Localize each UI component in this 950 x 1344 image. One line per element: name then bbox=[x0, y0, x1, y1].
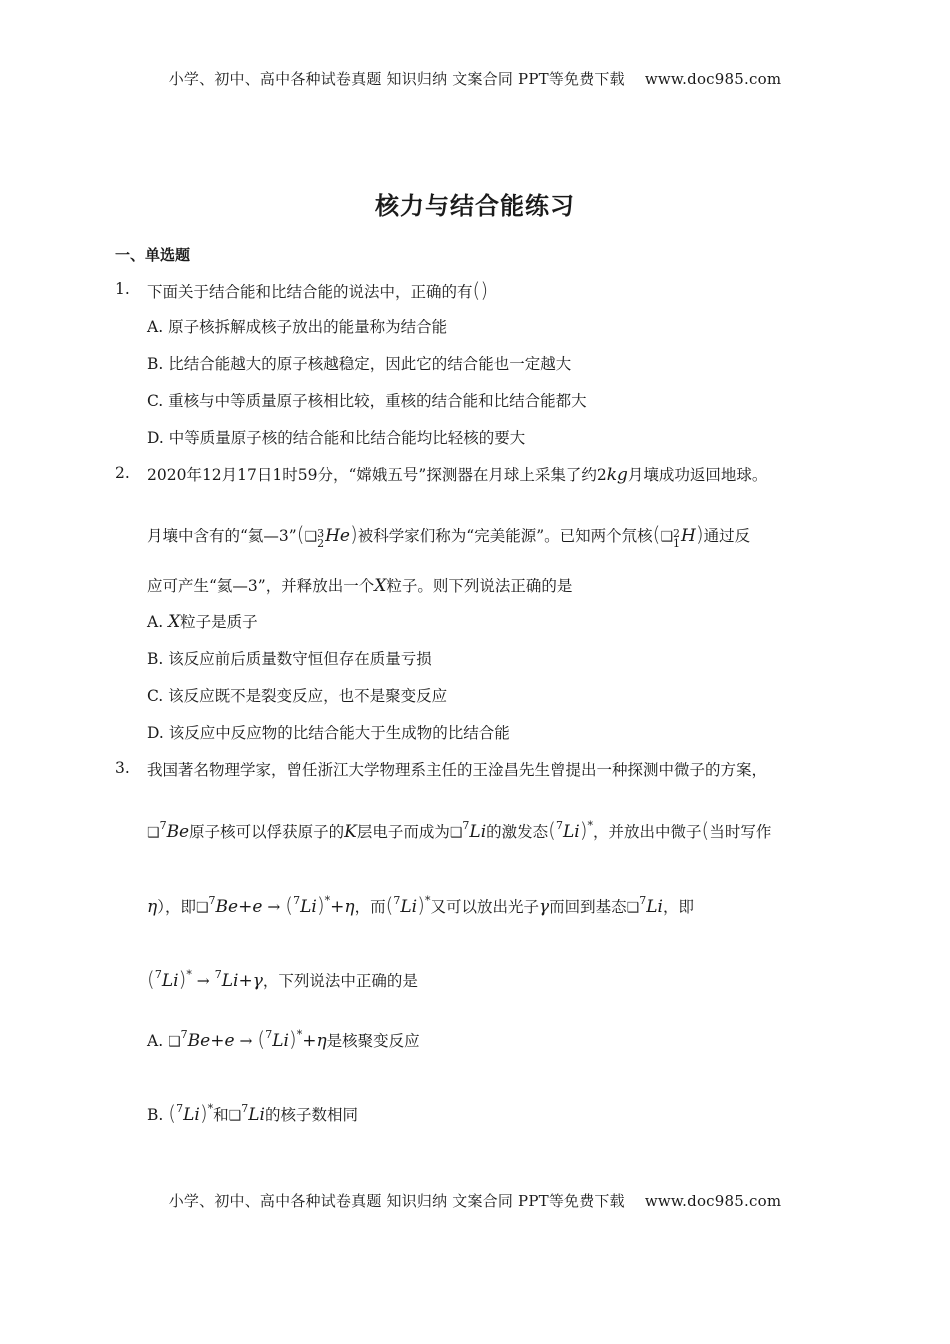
q3-option-b-mid: 和 bbox=[213, 1106, 229, 1124]
q2-line-3-end: 粒子。则下列说法正确的是 bbox=[386, 577, 573, 595]
q2-option-a-label: A. bbox=[147, 613, 164, 631]
paren-open-4: ( bbox=[385, 893, 394, 917]
plus-sign-5: + bbox=[302, 1031, 317, 1051]
q2-option-c-text: 该反应既不是裂变反应，也不是聚变反应 bbox=[168, 687, 448, 705]
q2-line-1-text: 2020年12月17日1时59分，“嫦娥五号”探测器在月球上采集了约2 bbox=[147, 466, 607, 484]
excited-star-4: * bbox=[186, 968, 192, 981]
gamma-symbol: γ bbox=[538, 897, 550, 917]
li-mass-number: 7 bbox=[462, 819, 470, 832]
be-symbol-3: Be bbox=[187, 1031, 211, 1051]
paren-open-6: ( bbox=[257, 1027, 266, 1051]
paren-close-7: ) bbox=[199, 1101, 208, 1125]
li-excited-symbol: Li bbox=[562, 822, 580, 842]
h-atomic-number: 1 bbox=[673, 537, 681, 550]
q2-option-b-label: B. bbox=[147, 650, 164, 668]
li-symbol-8: Li bbox=[183, 1105, 200, 1125]
paren-close-3: ) bbox=[316, 893, 325, 917]
be-mass-number-2: 7 bbox=[208, 894, 216, 907]
page-header bbox=[0, 68, 950, 89]
footer-text: 小学、初中、高中各种试卷真题 知识归纳 文案合同 PPT等免费下载 bbox=[168, 1192, 625, 1210]
plus-sign-2: + bbox=[330, 897, 345, 917]
q1-option-a-label: A. bbox=[147, 318, 164, 336]
q2-open-paren: ( bbox=[296, 522, 305, 546]
paren-open-3: ( bbox=[285, 893, 294, 917]
excited-star-3: * bbox=[424, 894, 431, 907]
q3-line-3-text-a: ），即 bbox=[157, 898, 196, 916]
q1-option-b-text: 比结合能越大的原子核越稳定，因此它的结合能也一定越大 bbox=[168, 355, 572, 373]
be-mass-number: 7 bbox=[159, 819, 167, 832]
header-text: 小学、初中、高中各种试卷真题 知识归纳 文案合同 PPT等免费下载 bbox=[168, 70, 625, 88]
paren-close-5: ) bbox=[178, 967, 187, 991]
q3-line-2-text-b: 层电子而成为 bbox=[356, 823, 450, 841]
q1-option-d[interactable] bbox=[147, 426, 525, 448]
be-symbol: Be bbox=[166, 822, 190, 842]
eta-symbol-2: η bbox=[344, 897, 355, 917]
li-mass-number-5: 7 bbox=[154, 968, 162, 981]
excited-star: * bbox=[587, 819, 594, 832]
be-symbol-2: Be bbox=[215, 897, 239, 917]
electron-symbol-2: e bbox=[224, 1031, 235, 1051]
q2-line-2 bbox=[147, 522, 750, 549]
plus-sign-3: + bbox=[238, 971, 253, 991]
arrow-icon-3: → bbox=[239, 1032, 253, 1050]
q2-option-d-text: 该反应中反应物的比结合能大于生成物的比结合能 bbox=[168, 724, 510, 742]
paren-open-5: ( bbox=[147, 967, 155, 991]
q3-line-3 bbox=[147, 893, 694, 917]
q3-line-2-text-c: 的激发态 bbox=[486, 823, 549, 841]
q1-number: 1. bbox=[115, 280, 130, 298]
q1-option-c-text: 重核与中等质量原子核相比较，重核的结合能和比结合能都大 bbox=[168, 392, 587, 410]
q3-option-b[interactable] bbox=[147, 1101, 358, 1125]
q3-line-4 bbox=[147, 967, 418, 991]
q3-line-1: 我国著名物理学家，曾任浙江大学物理系主任的王淦昌先生曾提出一种探测中微子的方案， bbox=[147, 761, 768, 779]
missing-glyph-icon: ❑ bbox=[626, 900, 640, 916]
li-mass-number-7: 7 bbox=[265, 1028, 273, 1041]
li-symbol: Li bbox=[469, 822, 487, 842]
paren-close-4: ) bbox=[417, 893, 425, 917]
li-mass-number-2: 7 bbox=[293, 894, 301, 907]
q2-close-paren-2: ) bbox=[695, 522, 704, 546]
q3-option-b-text: 的核子数相同 bbox=[264, 1106, 358, 1124]
he-mass-number: 3 bbox=[317, 527, 325, 540]
missing-glyph-icon: ❑ bbox=[168, 1034, 181, 1050]
paren-close: ) bbox=[579, 818, 588, 842]
q3-option-a-text: 是核聚变反应 bbox=[326, 1032, 420, 1050]
q1-option-a-text: 原子核拆解成核子放出的能量称为结合能 bbox=[168, 318, 448, 336]
q3-line-3-text-c: 又可以放出光子 bbox=[430, 898, 539, 916]
q2-line-3-text: 应可产生“氦—3”，并释放出一个 bbox=[147, 577, 375, 595]
li-mass-number-8: 7 bbox=[176, 1102, 184, 1115]
q2-line-3 bbox=[147, 574, 572, 596]
q3-line-2-text-a: 原子核可以俘获原子的 bbox=[189, 823, 345, 841]
q3-line-3-text-e: ，即 bbox=[662, 898, 694, 916]
q1-option-c-label: C. bbox=[147, 392, 164, 410]
k-shell-symbol: K bbox=[344, 822, 357, 842]
h-nuclide-numbers bbox=[673, 529, 680, 549]
q1-option-b-label: B. bbox=[147, 355, 164, 373]
q2-option-d[interactable] bbox=[147, 721, 510, 743]
q2-option-a-text: 粒子是质子 bbox=[180, 613, 258, 631]
q3-line-4-text: ，下列说法中正确的是 bbox=[262, 972, 418, 990]
he-atomic-number: 2 bbox=[317, 537, 325, 550]
q2-line-2-end: 通过反 bbox=[703, 527, 751, 545]
eta-symbol: η bbox=[147, 897, 158, 917]
q1-option-b[interactable] bbox=[147, 352, 571, 374]
li-symbol-6: Li bbox=[221, 971, 239, 991]
he-nuclide-numbers bbox=[317, 529, 324, 549]
li-symbol-7: Li bbox=[272, 1031, 289, 1051]
q1-answer-paren: () bbox=[472, 278, 489, 302]
section-heading: 一、单选题 bbox=[115, 246, 191, 264]
x-particle-symbol: X bbox=[374, 576, 387, 596]
li-symbol-2: Li bbox=[300, 897, 317, 917]
q2-line-2-mid: 被科学家们称为“完美能源”。已知两个氘核 bbox=[357, 527, 653, 545]
q2-option-c[interactable] bbox=[147, 684, 447, 706]
li-symbol-4: Li bbox=[646, 897, 663, 917]
q2-option-c-label: C. bbox=[147, 687, 164, 705]
li-mass-number-6: 7 bbox=[214, 968, 222, 981]
li-mass-number-9: 7 bbox=[241, 1102, 249, 1115]
arrow-icon-2: → bbox=[196, 972, 210, 990]
page-footer bbox=[0, 1190, 950, 1211]
plus-sign: + bbox=[238, 897, 253, 917]
li-excited-mass-number: 7 bbox=[555, 819, 563, 832]
q2-option-a-symbol: X bbox=[168, 612, 181, 632]
missing-glyph-icon: ❑ bbox=[147, 825, 160, 841]
paren-open-2: ( bbox=[701, 818, 710, 842]
h-symbol: H bbox=[681, 526, 696, 546]
q3-line-3-text-d: 而回到基态 bbox=[549, 898, 627, 916]
q2-option-a[interactable] bbox=[147, 610, 258, 632]
q2-close-paren: ) bbox=[349, 522, 358, 546]
q2-option-d-label: D. bbox=[147, 724, 164, 742]
missing-glyph-icon: ❑ bbox=[449, 825, 463, 841]
q3-option-a-label: A. bbox=[147, 1032, 164, 1050]
q1-option-d-label: D. bbox=[147, 429, 164, 447]
excited-star-2: * bbox=[324, 894, 331, 907]
q3-line-2 bbox=[147, 818, 771, 842]
excited-star-6: * bbox=[207, 1102, 214, 1115]
footer-site-link[interactable]: www.doc985.com bbox=[644, 1192, 782, 1210]
electron-symbol: e bbox=[252, 897, 263, 917]
q1-option-c[interactable] bbox=[147, 389, 587, 411]
missing-glyph-icon: ❑ bbox=[304, 529, 318, 545]
paren-open: ( bbox=[548, 818, 556, 842]
q2-option-b[interactable] bbox=[147, 647, 432, 669]
li-symbol-5: Li bbox=[161, 971, 179, 991]
q2-option-b-text: 该反应前后质量数守恒但存在质量亏损 bbox=[168, 650, 432, 668]
q2-line-1-end: 月壤成功返回地球。 bbox=[627, 466, 768, 484]
h-mass-number: 2 bbox=[673, 527, 681, 540]
li-symbol-9: Li bbox=[248, 1105, 265, 1125]
gamma-symbol-2: γ bbox=[252, 971, 263, 991]
paren-open-7: ( bbox=[168, 1101, 177, 1125]
he-symbol: He bbox=[325, 526, 350, 546]
q2-line-2-text: 月壤中含有的“氦—3” bbox=[147, 527, 297, 545]
q2-open-paren-2: ( bbox=[652, 522, 661, 546]
q1-option-a[interactable] bbox=[147, 315, 447, 337]
q3-line-2-text-e: 当时写作 bbox=[709, 823, 772, 841]
missing-glyph-icon: ❑ bbox=[195, 900, 209, 916]
header-site-link[interactable]: www.doc985.com bbox=[644, 70, 782, 88]
li-mass-number-4: 7 bbox=[639, 894, 647, 907]
q3-line-2-text-d: ，并放出中微子 bbox=[593, 823, 702, 841]
q3-option-b-label: B. bbox=[147, 1106, 164, 1124]
q2-number: 2. bbox=[115, 464, 130, 482]
excited-star-5: * bbox=[296, 1028, 303, 1041]
eta-symbol-3: η bbox=[316, 1031, 327, 1051]
q1-stem bbox=[147, 278, 488, 302]
be-mass-number-3: 7 bbox=[180, 1028, 188, 1041]
q1-option-d-text: 中等质量原子核的结合能和比结合能均比轻核的要大 bbox=[168, 429, 526, 447]
q1-stem-text: 下面关于结合能和比结合能的说法中，正确的有 bbox=[147, 283, 473, 301]
paren-close-6: ) bbox=[288, 1027, 297, 1051]
q3-number: 3. bbox=[115, 759, 130, 777]
q2-line-1 bbox=[147, 463, 767, 485]
q2-unit-kg: kg bbox=[606, 465, 628, 485]
arrow-icon: → bbox=[267, 898, 281, 916]
missing-glyph-icon: ❑ bbox=[660, 529, 674, 545]
q3-line-3-text-b: ，而 bbox=[354, 898, 386, 916]
q3-option-a[interactable] bbox=[147, 1027, 420, 1051]
document-title: 核力与结合能练习 bbox=[375, 191, 575, 220]
missing-glyph-icon: ❑ bbox=[228, 1108, 242, 1124]
li-symbol-3: Li bbox=[400, 897, 418, 917]
li-mass-number-3: 7 bbox=[393, 894, 401, 907]
plus-sign-4: + bbox=[210, 1031, 225, 1051]
